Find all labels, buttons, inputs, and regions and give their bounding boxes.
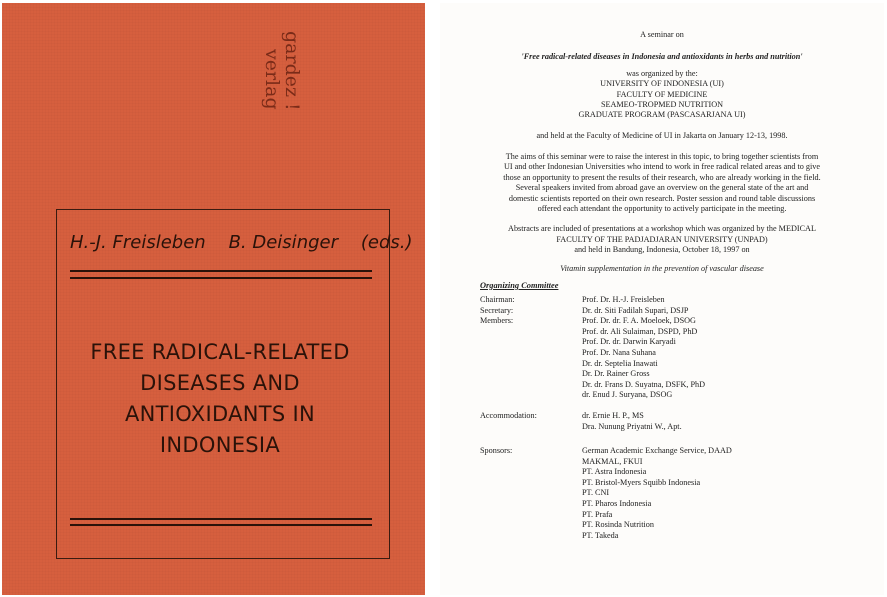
abstracts-line: and held in Bandung, Indonesia, October 18, 1997 on <box>574 245 750 254</box>
cover-editors: H.-J. Freisleben B. Deisinger (eds.) <box>70 232 413 253</box>
cover-title-line: DISEASES AND <box>140 371 300 395</box>
member-name: Prof. Dr. Nana Suhana <box>582 348 656 357</box>
sponsor-name: PT. Bristol-Myers Squibb Indonesia <box>582 478 701 487</box>
cover-rule <box>70 277 372 279</box>
sponsor-name: PT. Astra Indonesia <box>582 467 647 476</box>
organized-by: was organized by the: <box>626 69 698 78</box>
cover-rule <box>70 270 372 272</box>
member-name: dr. Enud J. Suryana, DSOG <box>582 390 673 399</box>
sponsor-name: PT. Takeda <box>582 531 619 540</box>
member-name: Prof. Dr. dr. F. A. Moeloek, DSOG <box>582 316 696 325</box>
member-name: Dr. Dr. Rainer Gross <box>582 369 650 378</box>
cover-title <box>70 337 370 461</box>
secretary-name: Dr. dr. Siti Fadilah Supari, DSJP <box>582 306 689 315</box>
sponsors-label: Sponsors: <box>480 446 513 455</box>
sponsor-name: German Academic Exchange Service, DAAD <box>582 446 732 455</box>
sponsor-name: PT. Prafa <box>582 510 613 519</box>
organizer-line: GRADUATE PROGRAM (PASCASARJANA UI) <box>578 110 746 119</box>
aims-line: domestic scientists reported on their own research. Poster session and round table discussions <box>508 194 816 203</box>
secretary-label: Secretary: <box>480 306 514 315</box>
organizer-line: FACULTY OF MEDICINE <box>616 90 708 99</box>
title-verso-page <box>440 3 884 595</box>
abstracts-line: Abstracts are included of presentations at a workshop which was organized by the MEDICAL <box>508 224 816 233</box>
organizer-line: UNIVERSITY OF INDONESIA (UI) <box>600 79 724 88</box>
member-name: Dr. dr. Septelia Inawati <box>582 359 658 368</box>
aims-line: The aims of this seminar were to raise the interest in this topic, to bring together scientists from <box>505 152 819 161</box>
workshop-title: Vitamin supplementation in the prevention of vascular disease <box>560 264 764 273</box>
aims-line: those an opportunity to present the results of their research, who are already working in the field. <box>503 173 821 182</box>
publisher-line: verlag <box>261 49 283 110</box>
aims-line: UI and other Indonesian Universities who intend to work in free radical related areas and to give <box>503 162 821 171</box>
cover-rule <box>70 518 372 520</box>
accommodation-label: Accommodation: <box>480 411 537 420</box>
chairman-name: Prof. Dr. H.-J. Freisleben <box>582 295 665 304</box>
committee-heading: Organizing Committee <box>480 281 559 290</box>
sponsor-name: PT. Pharos Indonesia <box>582 499 652 508</box>
cover-rule <box>70 524 372 526</box>
sponsor-name: PT. Rosinda Nutrition <box>582 520 654 529</box>
cover-title-line: ANTIOXIDANTS IN <box>125 402 315 426</box>
aims-line: offered each attendant the opportunity to actively participate in the meeting. <box>537 204 787 213</box>
seminar-title: 'Free radical-related diseases in Indonesia and antioxidants in herbs and nutrition' <box>521 52 803 61</box>
sponsor-name: PT. CNI <box>582 488 610 497</box>
accommodation-name: Dra. Nunung Priyatni W., Apt. <box>582 422 682 431</box>
publisher-logo <box>262 31 302 111</box>
cover-title-line: FREE RADICAL-RELATED <box>90 340 350 364</box>
organizer-line: SEAMEO-TROPMED NUTRITION <box>600 100 724 109</box>
member-name: Prof. dr. Ali Sulaiman, DSPD, PhD <box>582 327 698 336</box>
publisher-line: gardez ! <box>281 31 303 111</box>
seminar-intro: A seminar on <box>640 30 684 39</box>
sponsor-name: MAKMAL, FKUI <box>582 457 643 466</box>
held-statement: and held at the Faculty of Medicine of UI in Jakarta on January 12-13, 1998. <box>536 131 788 140</box>
aims-line: Several speakers invited from abroad gave an overview on the general state of the art and <box>515 183 809 192</box>
abstracts-line: FACULTY OF THE PADJADJARAN UNIVERSITY (UNPAD) <box>556 235 768 244</box>
accommodation-name: dr. Ernie H. P., MS <box>582 411 644 420</box>
cover-title-line: INDONESIA <box>159 433 281 457</box>
chairman-label: Chairman: <box>480 295 515 304</box>
member-name: Dr. dr. Frans D. Suyatna, DSFK, PhD <box>582 380 706 389</box>
members-label: Members: <box>480 316 514 325</box>
member-name: Prof. Dr. dr. Darwin Karyadi <box>582 337 676 346</box>
